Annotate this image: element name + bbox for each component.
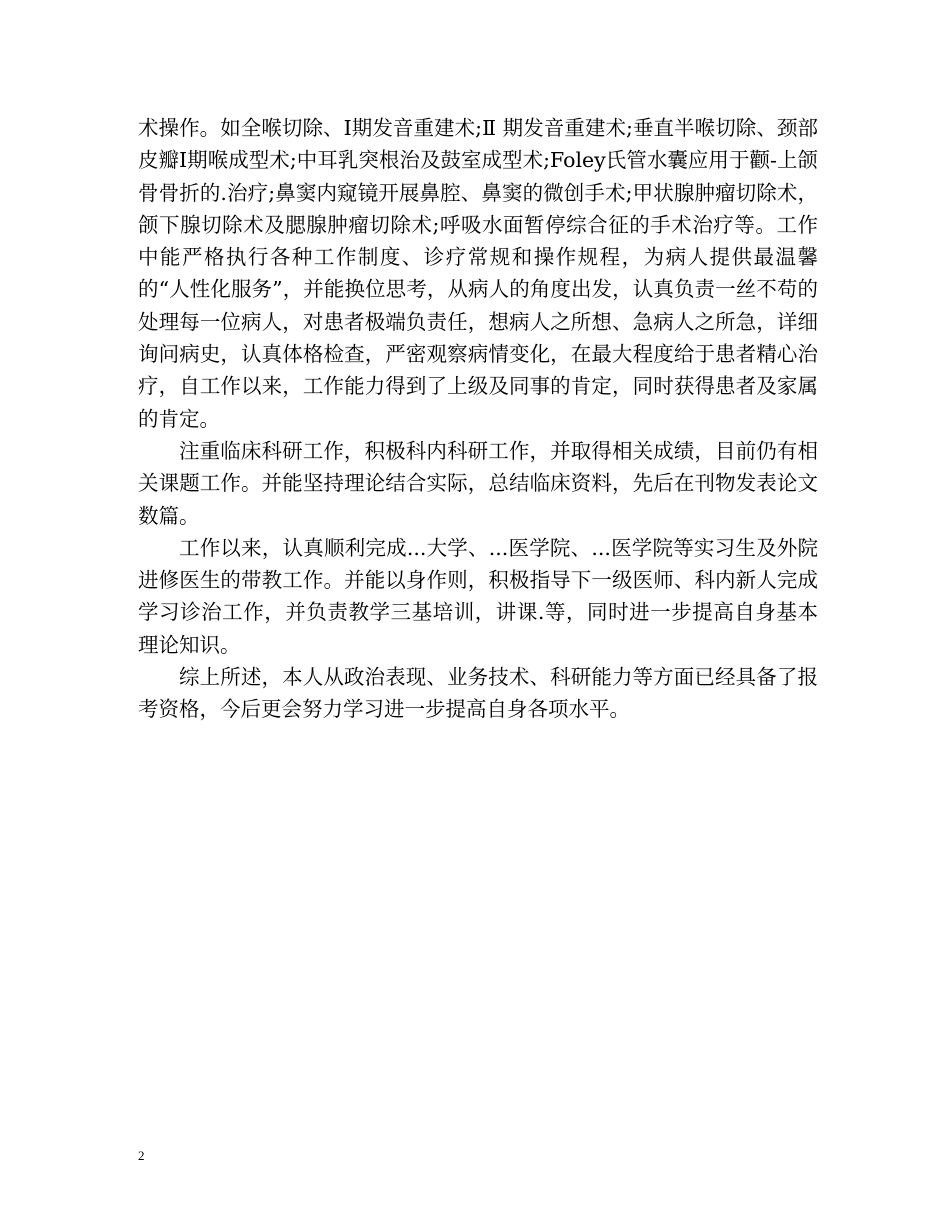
paragraph-continuation: 术操作。如全喉切除、Ⅰ期发音重建术;Ⅱ 期发音重建术;垂直半喉切除、颈部皮瓣Ⅰ期喉成型术;中耳乳突根治及鼓室成型术;Foley氏管水囊应用于颧-上颌骨骨折的.治疗;鼻窦内窥镜开展鼻腔、鼻窦的微创手术;甲状腺肿瘤切除术，颌下腺切除术及腮腺肿瘤切除术;呼吸水面暂停综合征的手术治疗等。工作中能严格执行各种工作制度、诊疗常规和操作规程，为病人提供最温馨的“人性化服务”，并能换位思考，从病人的角度出发，认真负责一丝不苟的处理每一位病人，对患者极端负责任，想病人之所想、急病人之所急，详细询问病史，认真体格检查，严密观察病情变化，在最大程度给于患者精心治疗，自工作以来，工作能力得到了上级及同事的肯定，同时获得患者及家属的肯定。 (138, 116, 818, 431)
paragraph-research: 注重临床科研工作，积极科内科研工作，并取得相关成绩，目前仍有相关课题工作。并能坚持理论结合实际，总结临床资料，先后在刊物发表论文数篇。 (138, 438, 818, 528)
paragraph-teaching: 工作以来，认真顺利完成...大学、...医学院、...医学院等实习生及外院进修医生的带教工作。并能以身作则，积极指导下一级医师、科内新人完成学习诊治工作，并负责教学三基培训，讲课.等，同时进一步提高自身基本理论知识。 (138, 535, 818, 657)
body-text (138, 112, 818, 726)
page-number: 2 (138, 1148, 145, 1163)
paragraph-summary: 综上所述，本人从政治表现、业务技术、科研能力等方面已经具备了报考资格，今后更会努力学习进一步提高自身各项水平。 (138, 665, 818, 722)
